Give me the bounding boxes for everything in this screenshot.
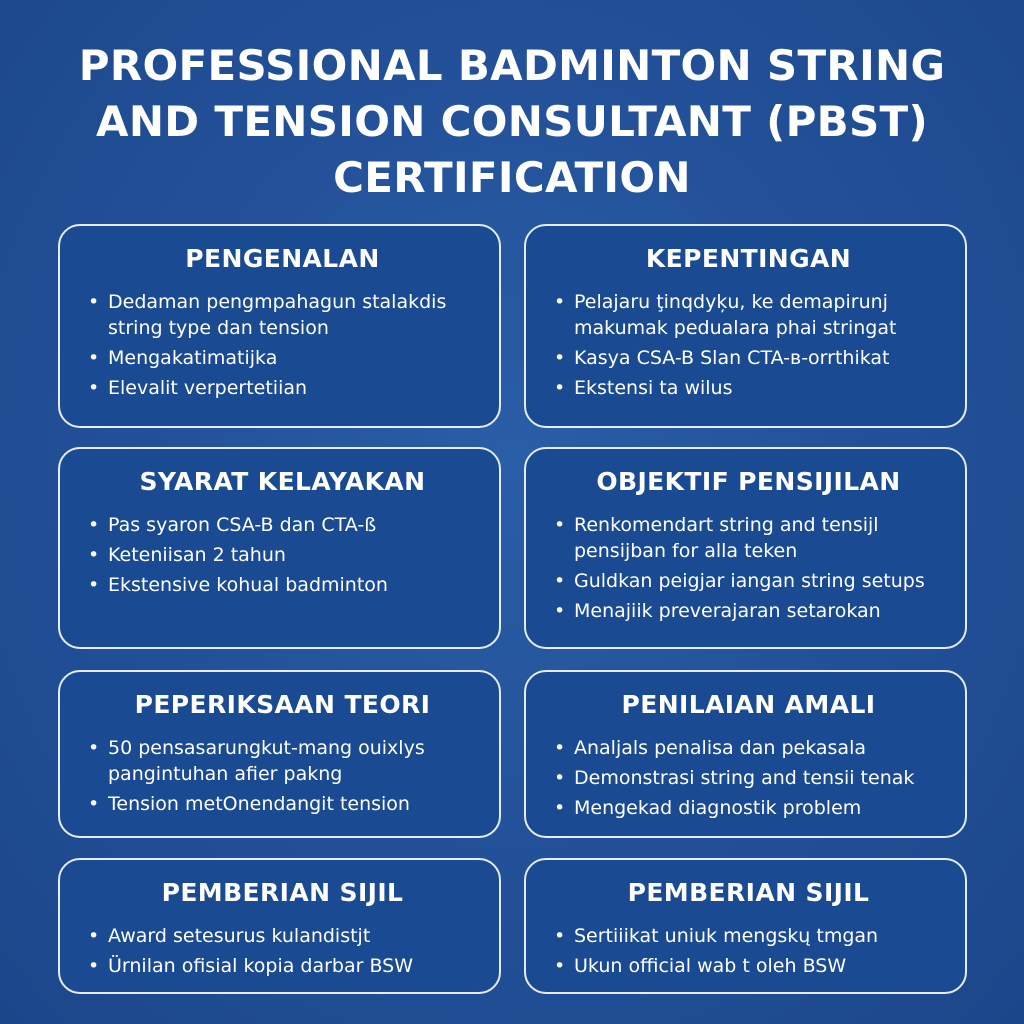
bullet-icon: • <box>554 570 566 592</box>
list-item-text: Keteniisan 2 tahun <box>108 544 286 566</box>
list-item <box>552 375 945 401</box>
list-item-text: Ürnilan ofisial kopia darbar BSW <box>108 955 414 977</box>
bullet-icon: • <box>554 600 566 622</box>
list-item <box>86 791 479 817</box>
list-item <box>552 795 945 821</box>
bullet-icon: • <box>554 797 566 819</box>
bullet-icon: • <box>554 955 566 977</box>
card-title: PENGENALAN <box>185 244 380 273</box>
list-item <box>86 345 479 371</box>
bullet-icon: • <box>88 291 100 313</box>
list-item <box>552 923 945 949</box>
card-title: OBJEKTIF PENSIJILAN <box>596 467 901 496</box>
list-item <box>86 923 479 949</box>
list-item-text: Tension metOnendangit tension <box>108 793 410 815</box>
list-item-text: Ekstensi ta wilus <box>574 377 733 399</box>
bullet-list <box>552 735 945 821</box>
bullet-icon: • <box>554 377 566 399</box>
list-item-text: Elevalit verpertetiian <box>108 377 308 399</box>
list-item <box>86 572 479 598</box>
list-item-text: Dedaman pengmpahagun stalakdis string type dan tension <box>108 291 447 339</box>
card-title: PEMBERIAN SIJIL <box>627 878 870 907</box>
list-item <box>552 512 945 564</box>
bullet-icon: • <box>88 737 100 759</box>
list-item-text: Analjals penalisa dan pekasala <box>574 737 866 759</box>
bullet-icon: • <box>88 955 100 977</box>
bullet-icon: • <box>554 925 566 947</box>
title-line: AND TENSION CONSULTANT (PBST) <box>96 97 928 146</box>
bullet-list <box>86 735 479 817</box>
card-title: KEPENTINGAN <box>645 244 852 273</box>
bullet-icon: • <box>554 737 566 759</box>
list-item-text: Ukun official wab t oleh BSW <box>574 955 847 977</box>
list-item-text: Mengekad diagnostik problem <box>574 797 862 819</box>
list-item <box>552 953 945 979</box>
bullet-icon: • <box>88 925 100 947</box>
list-item <box>86 289 479 341</box>
bullet-icon: • <box>88 544 100 566</box>
card-pemberian-sijil-right <box>524 858 967 994</box>
list-item-text: Kasya CSA-B Slan CTA-в-orrthikat <box>574 347 890 369</box>
list-item-text: Ekstensive kohual badminton <box>108 574 388 596</box>
list-item-text: Sertiiikat uniuk mengskų tmgan <box>574 925 879 947</box>
list-item <box>552 289 945 341</box>
list-item <box>552 568 945 594</box>
bullet-list <box>86 512 479 598</box>
card-pengenalan <box>58 224 501 428</box>
bullet-icon: • <box>88 347 100 369</box>
card-title: PEPERIKSAAN TEORI <box>134 690 431 719</box>
card-title: PEMBERIAN SIJIL <box>161 878 404 907</box>
bullet-icon: • <box>88 377 100 399</box>
list-item <box>86 375 479 401</box>
card-kepentingan <box>524 224 967 428</box>
bullet-list <box>552 289 945 401</box>
list-item <box>86 542 479 568</box>
card-peperiksaan-teori <box>58 670 501 838</box>
title-line: CERTIFICATION <box>333 153 691 202</box>
bullet-list <box>86 923 479 979</box>
list-item-text: Guldkan peigjar iangan string setups <box>574 570 925 592</box>
list-item-text: Menajiik preverajaran setarokan <box>574 600 881 622</box>
page-title <box>0 38 1024 206</box>
list-item <box>86 953 479 979</box>
list-item <box>552 345 945 371</box>
bullet-icon: • <box>88 514 100 536</box>
bullet-icon: • <box>88 793 100 815</box>
list-item <box>552 598 945 624</box>
bullet-icon: • <box>554 347 566 369</box>
card-objektif-pensijilan <box>524 447 967 649</box>
card-title: SYARAT KELAYAKAN <box>139 467 426 496</box>
list-item-text: Award setesurus kulandistjt <box>108 925 371 947</box>
card-title: PENILAIAN AMALI <box>621 690 876 719</box>
list-item-text: 50 pensasarungkut-mang ouixlys pangintuhan afier pakng <box>108 737 425 785</box>
bullet-list <box>552 923 945 979</box>
list-item <box>86 735 479 787</box>
bullet-list <box>86 289 479 401</box>
card-syarat-kelayakan <box>58 447 501 649</box>
list-item <box>86 512 479 538</box>
card-penilaian-amali <box>524 670 967 838</box>
list-item-text: Pelajaru ţinqdyķu, ke demapirunj makumak pedualara phai stringat <box>574 291 897 339</box>
list-item-text: Mengakatimatijka <box>108 347 278 369</box>
bullet-icon: • <box>554 291 566 313</box>
title-line: PROFESSIONAL BADMINTON STRING <box>78 41 946 90</box>
bullet-icon: • <box>554 514 566 536</box>
bullet-icon: • <box>88 574 100 596</box>
list-item-text: Pas syaron CSA-B dan CTA-ß <box>108 514 377 536</box>
list-item-text: Renkomendart string and tensijl pensijban for alla teken <box>574 514 879 562</box>
list-item <box>552 765 945 791</box>
card-pemberian-sijil-left <box>58 858 501 994</box>
list-item-text: Demonstrasi string and tensii tenak <box>574 767 915 789</box>
bullet-icon: • <box>554 767 566 789</box>
bullet-list <box>552 512 945 624</box>
list-item <box>552 735 945 761</box>
